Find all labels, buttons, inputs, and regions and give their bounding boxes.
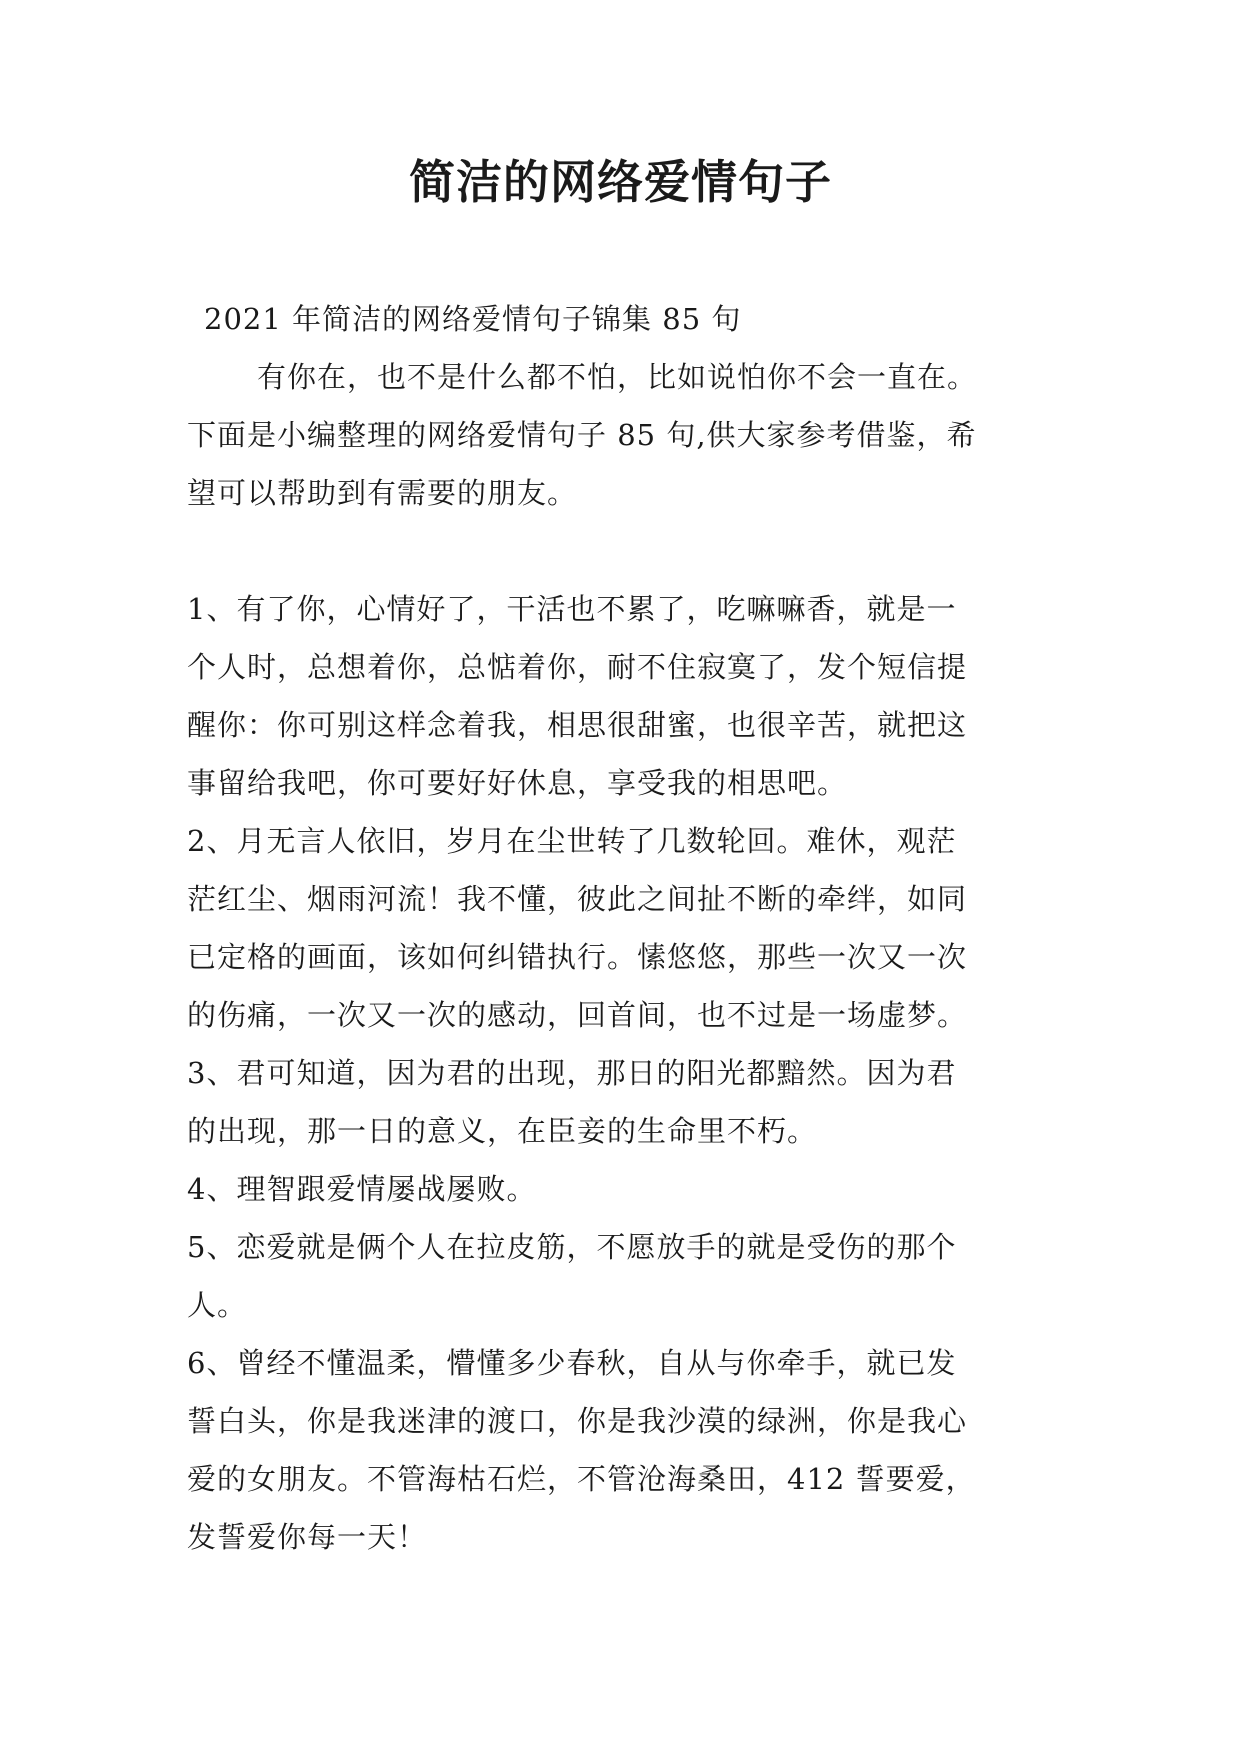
document-title: 简洁的网络爱情句子 (409, 155, 832, 209)
list-item-6 (187, 1334, 1067, 1566)
document-subtitle: 2021 年简洁的网络爱情句子锦集 85 句 (204, 302, 742, 336)
item-line: 誓白头，你是我迷津的渡口，你是我沙漠的绿洲，你是我心 (187, 1404, 968, 1438)
item-line: 已定格的画面，该如何纠错执行。愫悠悠，那些一次又一次 (187, 940, 968, 974)
item-line: 爱的女朋友。不管海枯石烂，不管沧海桑田，412 誓要爱， (187, 1462, 976, 1496)
item-line: 发誓爱你每一天！ (187, 1520, 428, 1554)
blank-line (187, 522, 1067, 580)
intro-line: 下面是小编整理的网络爱情句子 85 句,供大家参考借鉴，希 (187, 418, 977, 452)
item-line: 事留给我吧，你可要好好休息，享受我的相思吧。 (187, 766, 848, 800)
list-item-5 (187, 1218, 1067, 1334)
intro-line: 望可以帮助到有需要的朋友。 (187, 476, 578, 510)
item-line: 的出现，那一日的意义，在臣妾的生命里不朽。 (187, 1114, 818, 1148)
intro-paragraph (187, 348, 1067, 522)
item-line: 茫红尘、烟雨河流！我不懂，彼此之间扯不断的牵绊，如同 (187, 882, 968, 916)
item-line: 个人时，总想着你，总惦着你，耐不住寂寞了，发个短信提 (187, 650, 968, 684)
item-line: 5、恋爱就是俩个人在拉皮筋，不愿放手的就是受伤的那个 (187, 1230, 957, 1264)
item-line: 3、君可知道，因为君的出现，那日的阳光都黯然。因为君 (187, 1056, 957, 1090)
document-body (187, 290, 1067, 1566)
intro-line: 有你在，也不是什么都不怕，比如说怕你不会一直在。 (257, 360, 978, 394)
item-line: 醒你：你可别这样念着我，相思很甜蜜，也很辛苦，就把这 (187, 708, 968, 742)
item-line: 4、理智跟爱情屡战屡败。 (187, 1172, 537, 1206)
item-line: 人。 (187, 1288, 248, 1322)
list-item-3 (187, 1044, 1067, 1160)
item-line: 1、有了你，心情好了，干活也不累了，吃嘛嘛香，就是一 (187, 592, 957, 626)
item-line: 2、月无言人依旧，岁月在尘世转了几数轮回。难休，观茫 (187, 824, 957, 858)
list-item-1 (187, 580, 1067, 812)
list-item-4 (187, 1160, 1067, 1218)
item-line: 6、曾经不懂温柔，懵懂多少春秋，自从与你牵手，就已发 (187, 1346, 957, 1380)
item-line: 的伤痛，一次又一次的感动，回首间，也不过是一场虚梦。 (187, 998, 968, 1032)
list-item-2 (187, 812, 1067, 1044)
